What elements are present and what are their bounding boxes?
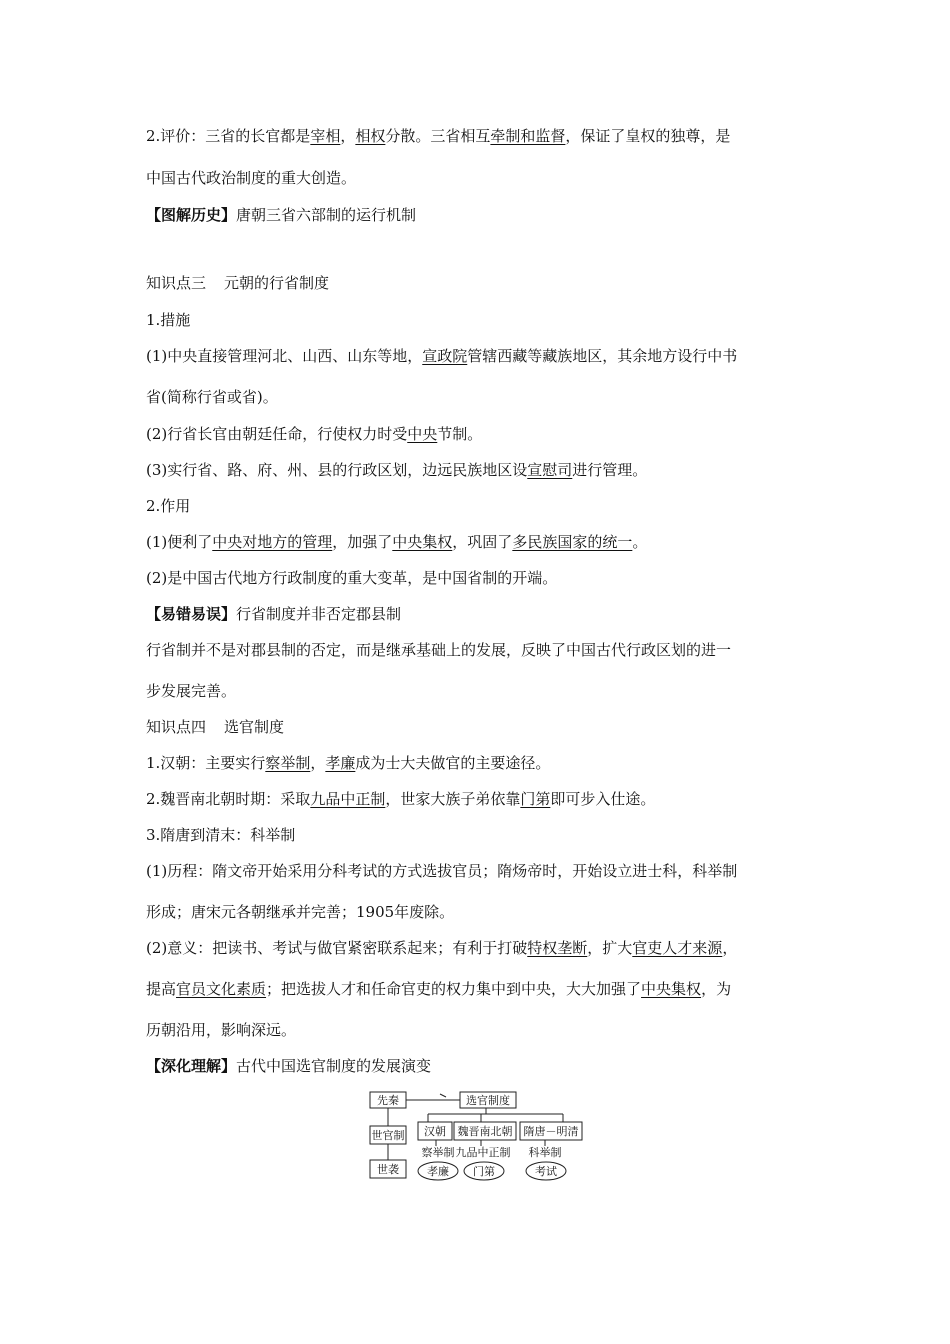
text: (3)实行省、路、府、州、县的行政区划，边远民族地区设 (146, 461, 528, 479)
yicuo-body-1: 行省制并不是对郡县制的否定，而是继承基础上的发展，反映了中国古代行政区划的进一 (146, 641, 732, 659)
underlined-term: 宣政院 (422, 347, 468, 365)
text: ，保证了皇权的独尊，是 (565, 127, 731, 145)
kp4-wei (146, 789, 655, 809)
kp3-effect-2: (2)是中国古代地方行政制度的重大变革，是中国省制的开端。 (146, 569, 558, 587)
connector (428, 1108, 563, 1122)
heading-title: 选官制度 (224, 718, 285, 736)
text: (1)便利了 (146, 533, 213, 551)
heading-title: 元朝的行省制度 (224, 274, 330, 292)
kp3-heading (146, 273, 329, 293)
kp4-meaning-2 (146, 979, 731, 999)
text: 分散。三省相互 (385, 127, 491, 145)
selection-system-diagram (368, 1088, 588, 1188)
underlined-term: 孝廉 (325, 754, 356, 772)
underlined-term: 中央集权 (641, 980, 702, 998)
text: 2.评价：三省的长官都是 (146, 127, 311, 145)
diagram-label: 选官制度 (466, 1094, 510, 1107)
underlined-term: 相权 (355, 127, 386, 145)
text: (2)行省长官由朝廷任命，行使权力时受 (146, 425, 408, 443)
kp4-course-2: 形成；唐宋元各朝继承并完善；1905年废除。 (146, 903, 455, 921)
text: ，世家大族子弟依靠 (385, 790, 521, 808)
kp3-measure-2 (146, 424, 482, 444)
underlined-term: 官吏人才来源 (632, 939, 723, 957)
text: 节制。 (437, 425, 483, 443)
kp4-heading (146, 717, 284, 737)
diagram-label: 先秦 (377, 1094, 399, 1107)
underlined-term: 官员文化素质 (176, 980, 267, 998)
kp4-meaning-3: 历朝沿用，影响深远。 (146, 1021, 297, 1039)
text: 1.汉朝：主要实行 (146, 754, 266, 772)
underlined-term: 中央对地方的管理 (212, 533, 333, 551)
diagram-label: 世官制 (371, 1129, 405, 1142)
text: ，扩大 (587, 939, 633, 957)
underlined-term: 察举制 (265, 754, 311, 772)
text: 成为士大夫做官的主要途径。 (355, 754, 551, 772)
section-title: 古代中国选官制度的发展演变 (236, 1057, 432, 1075)
shenhua-heading (146, 1056, 431, 1076)
text: 。 (632, 533, 648, 551)
text: ，巩固了 (452, 533, 513, 551)
evaluation-line-2: 中国古代政治制度的重大创造。 (146, 169, 357, 187)
diagram-label: 九品中正制 (455, 1146, 511, 1159)
connector (440, 1094, 446, 1097)
diagram-label: 隋唐－明清 (523, 1125, 579, 1138)
yicuo-heading (146, 604, 401, 624)
underlined-term: 宣慰司 (527, 461, 573, 479)
text: 2.魏晋南北朝时期：采取 (146, 790, 311, 808)
text: 管辖西藏等藏族地区，其余地方设行中书 (467, 347, 738, 365)
underlined-term: 中央集权 (392, 533, 453, 551)
kp4-han (146, 753, 550, 773)
section-tag: 【图解历史】 (146, 206, 237, 224)
section-title: 唐朝三省六部制的运行机制 (236, 206, 417, 224)
text: ，加强了 (332, 533, 393, 551)
text: 进行管理。 (572, 461, 648, 479)
diagram-label: 考试 (535, 1165, 557, 1178)
text: ， (722, 939, 738, 957)
underlined-term: 九品中正制 (310, 790, 386, 808)
text: ，为 (701, 980, 732, 998)
diagram-label: 孝廉 (427, 1165, 449, 1178)
section-tag: 【深化理解】 (146, 1057, 237, 1075)
text: (2)意义：把读书、考试与做官紧密联系起来；有利于打破 (146, 939, 528, 957)
kp3-measure-1 (146, 346, 737, 366)
underlined-term: 特权垄断 (527, 939, 588, 957)
text: ；把选拔人才和任命官吏的权力集中到中央，大大加强了 (266, 980, 642, 998)
kp4-course-1: (1)历程：隋文帝开始采用分科考试的方式选拔官员；隋炀帝时，开始设立进士科，科举制 (146, 862, 738, 880)
kp3-effects-title: 2.作用 (146, 497, 191, 515)
kp4-sui-title: 3.隋唐到清末：科举制 (146, 826, 296, 844)
heading-number: 知识点四 (146, 718, 207, 736)
underlined-term: 门第 (520, 790, 551, 808)
diagram-label: 世袭 (377, 1163, 399, 1176)
yicuo-body-2: 步发展完善。 (146, 682, 237, 700)
text: (1)中央直接管理河北、山西、山东等地， (146, 347, 423, 365)
kp3-measures-title: 1.措施 (146, 311, 191, 329)
diagram-label: 科举制 (528, 1146, 562, 1159)
text: 提高 (146, 980, 177, 998)
section-tag: 【易错易误】 (146, 605, 237, 623)
kp3-measure-1-cont: 省(简称行省或省)。 (146, 388, 278, 406)
kp3-measure-3 (146, 460, 647, 480)
kp3-effect-1 (146, 532, 647, 552)
kp4-meaning-1 (146, 938, 737, 958)
diagram-label: 魏晋南北朝 (457, 1125, 513, 1138)
underlined-term: 宰相 (310, 127, 341, 145)
section-title: 行省制度并非否定郡县制 (236, 605, 402, 623)
underlined-term: 多民族国家的统一 (512, 533, 633, 551)
diagram-label: 门第 (473, 1165, 495, 1178)
diagram-label: 汉朝 (424, 1125, 446, 1138)
evaluation-line-1 (146, 126, 730, 146)
text: ， (310, 754, 326, 772)
underlined-term: 牵制和监督 (490, 127, 566, 145)
heading-number: 知识点三 (146, 274, 207, 292)
tujie-heading (146, 205, 416, 225)
diagram-label: 察举制 (421, 1146, 455, 1159)
text: ， (340, 127, 356, 145)
underlined-term: 中央 (407, 425, 438, 443)
text: 即可步入仕途。 (550, 790, 656, 808)
